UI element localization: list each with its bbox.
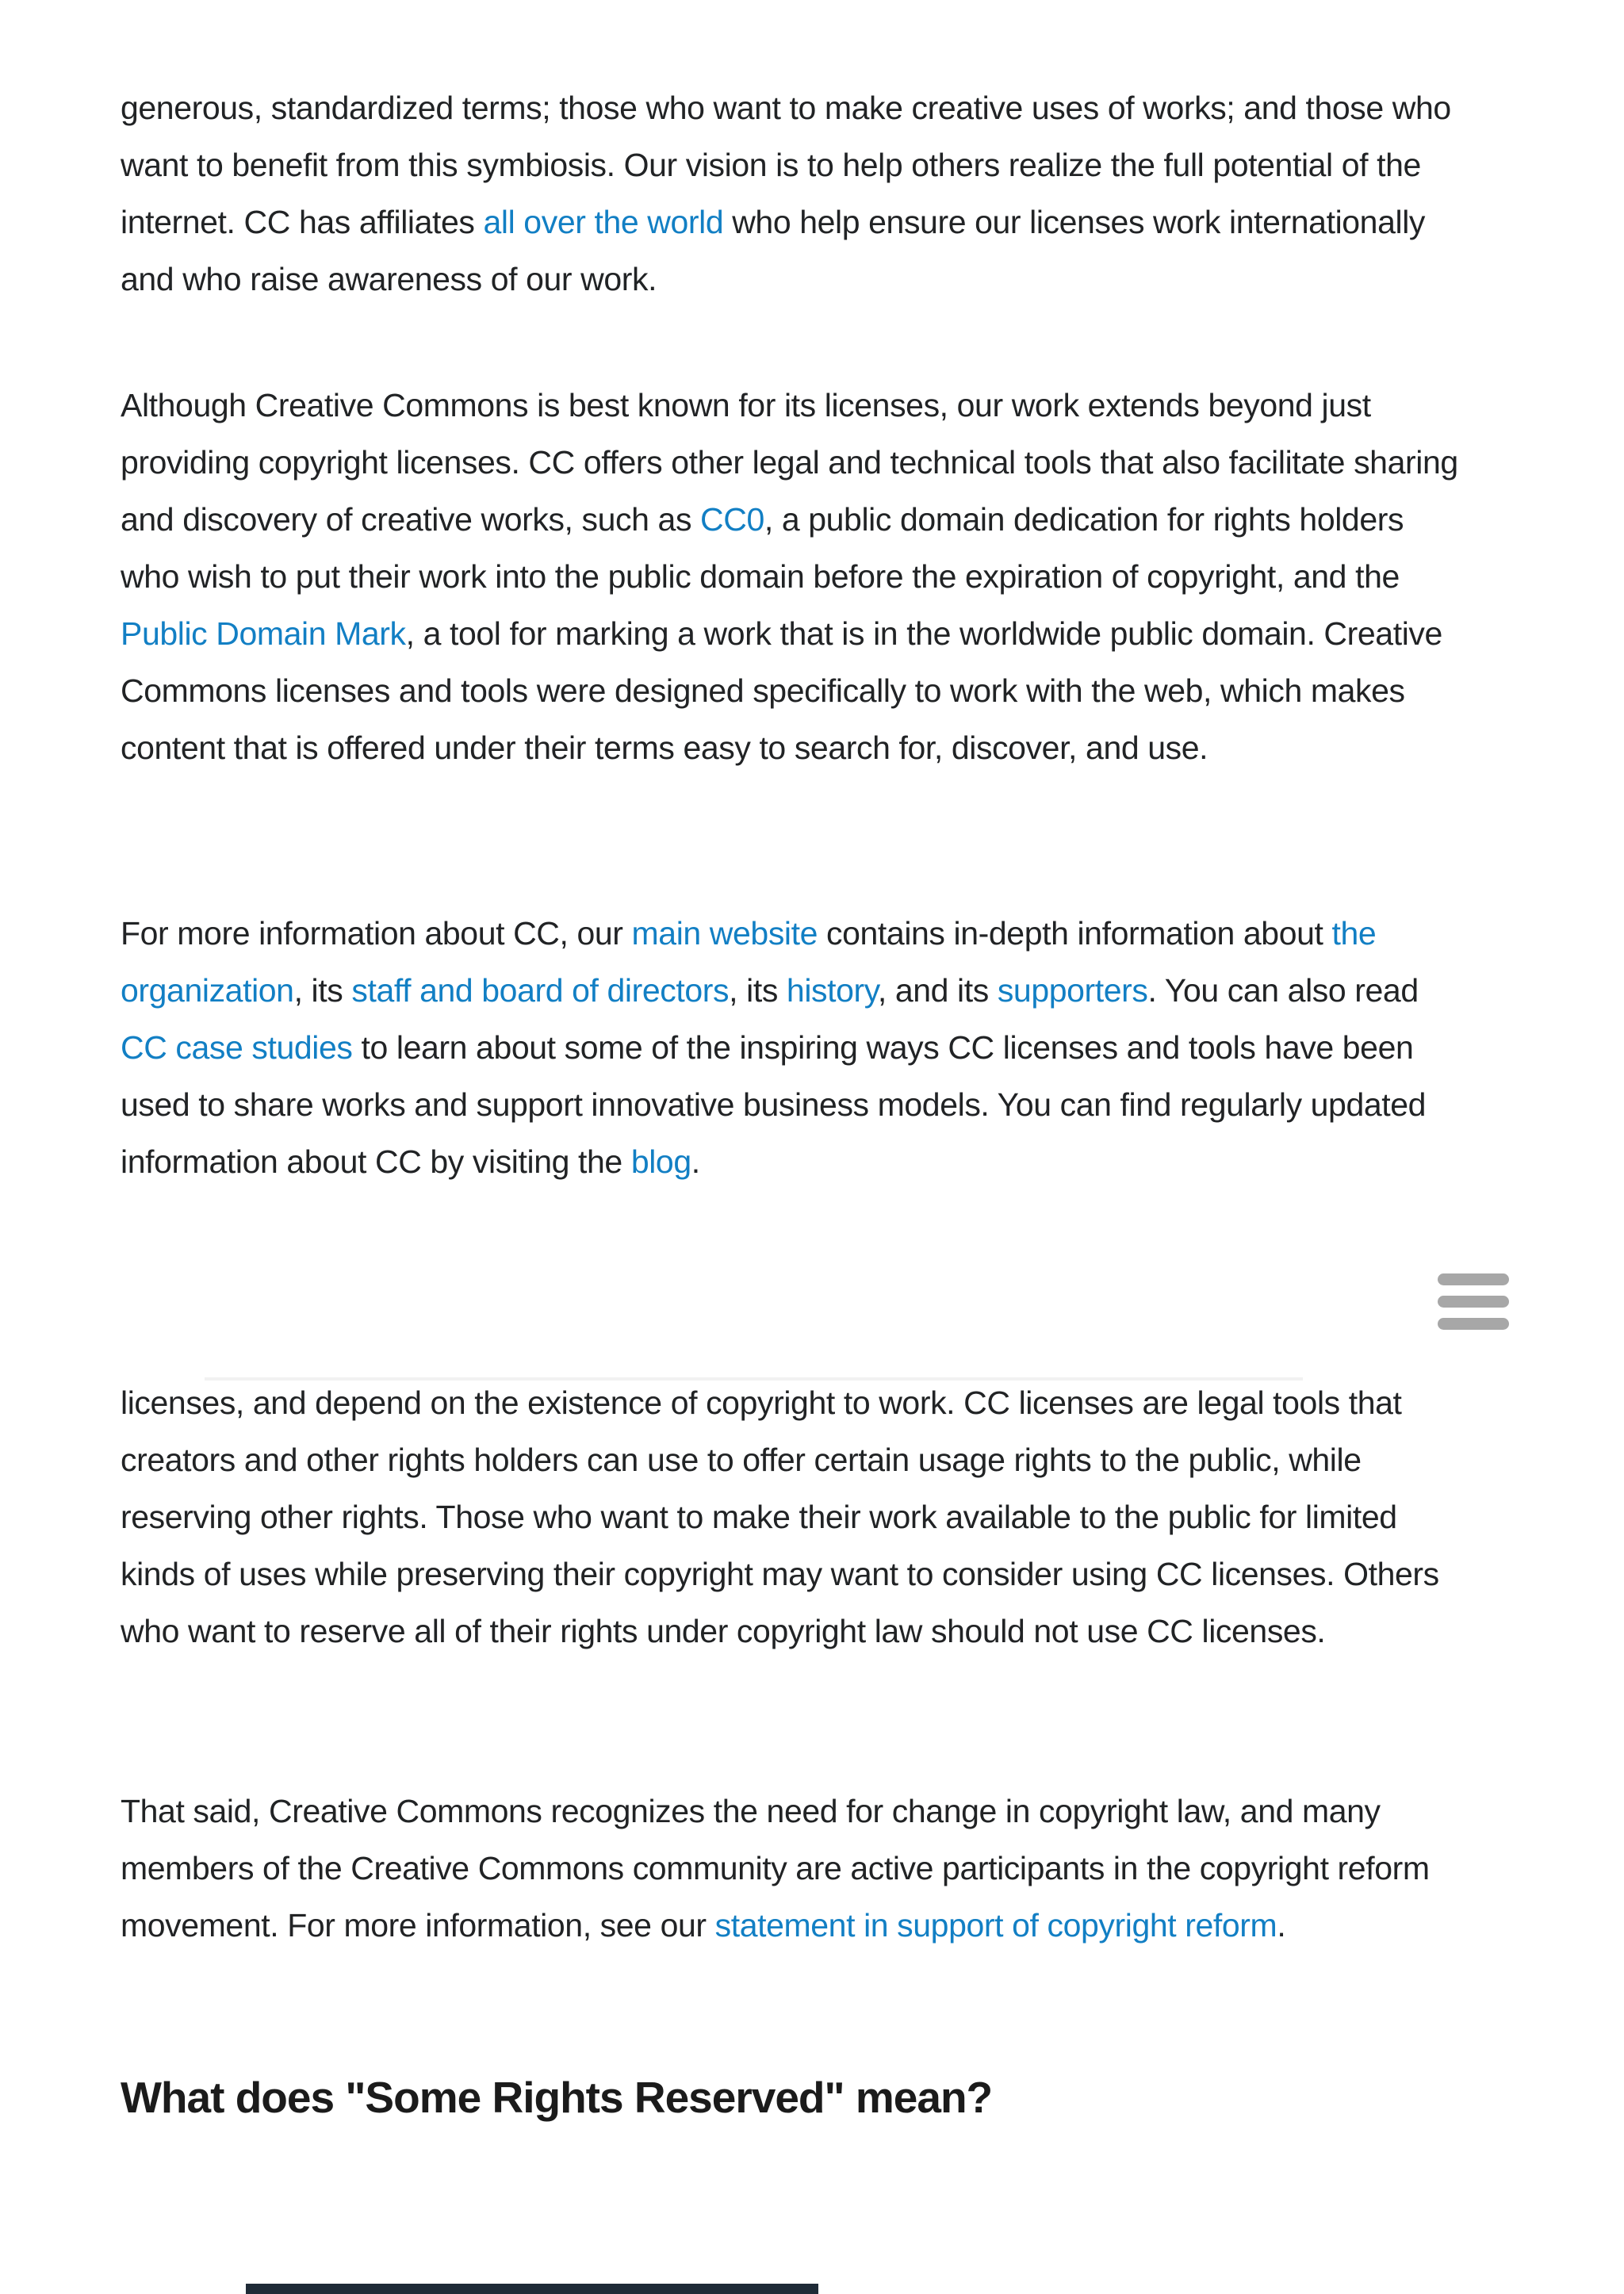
paragraph-mission [121, 79, 1469, 308]
text-run: That said, Creative Commons recognizes the need for change in copyright law, and many members of the Creative Commons community are active participants in the copyright reform movement. For more information, see our [121, 1793, 1430, 1944]
text-run: Although Creative Commons is best known for its licenses, our work extends beyond just providing copyright licenses. CC offers other legal and technical tools that also facilitate sharing and discovery of creative works, such as [121, 387, 1458, 538]
hamburger-bar [1438, 1318, 1509, 1330]
text-run: . You can also read [1147, 972, 1419, 1009]
text-run: licenses, and depend on the existence of copyright to work. CC licenses are legal tools that creators and other rights holders can use to offer certain usage rights to the public, while reserving other rights. Those who want to make their work available to the public for limited kinds of uses while preserving their copyright may want to consider using CC licenses. Others who want to reserve all of their rights under copyright law should not use CC licenses. [121, 1384, 1439, 1649]
paragraph-licenses [121, 1374, 1469, 1660]
inline-link[interactable]: staff and board of directors [351, 972, 730, 1009]
text-run: , its [729, 972, 787, 1009]
text-run: , its [293, 972, 352, 1009]
hamburger-bar [1438, 1273, 1509, 1285]
inline-link[interactable]: statement in support of copyright reform [714, 1907, 1277, 1944]
inline-link[interactable]: history [786, 972, 878, 1009]
inline-link[interactable]: the organization [121, 915, 1377, 1009]
footer-edge-bar [246, 2284, 818, 2294]
paragraph-tools [121, 377, 1469, 776]
text-run: , and its [877, 972, 998, 1009]
text-run: contains in-depth information about [818, 915, 1332, 952]
inline-link[interactable]: blog [630, 1143, 691, 1180]
inline-link[interactable]: all over the world [483, 204, 724, 240]
text-run: who help ensure our licenses work internationally and who raise awareness of our work. [121, 204, 1425, 297]
paragraph-copyright-reform [121, 1783, 1469, 1954]
text-run: to learn about some of the inspiring ways CC licenses and tools have been used to share works and support innovative business models. You can find regularly updated information about CC by visiting the [121, 1029, 1427, 1180]
text-run: For more information about CC, our [121, 915, 632, 952]
text-run: , a public domain dedication for rights holders who wish to put their work into the public domain before the expiration of copyright, and the [121, 501, 1404, 595]
hamburger-bar [1438, 1296, 1509, 1308]
inline-link[interactable]: CC case studies [121, 1029, 353, 1066]
inline-link[interactable]: Public Domain Mark [121, 615, 406, 652]
text-run: . [691, 1143, 700, 1180]
inline-link[interactable]: CC0 [700, 501, 764, 538]
paragraph-more-info [121, 905, 1469, 1190]
text-run: , a tool for marking a work that is in the worldwide public domain. Creative Commons licenses and tools were designed specifically to work with the web, which makes content that is offered under their terms easy to search for, discover, and use. [121, 615, 1442, 766]
inline-link[interactable]: main website [631, 915, 818, 952]
text-run: . [1277, 1907, 1286, 1944]
text-run: generous, standardized terms; those who want to make creative uses of works; and those who want to benefit from this symbiosis. Our vision is to help others realize the full potential of the internet. CC has affiliates [121, 90, 1451, 240]
inline-link[interactable]: supporters [997, 972, 1148, 1009]
hamburger-menu-icon[interactable] [1438, 1273, 1509, 1330]
section-heading-some-rights-reserved: What does "Some Rights Reserved" mean? [121, 2073, 993, 2122]
